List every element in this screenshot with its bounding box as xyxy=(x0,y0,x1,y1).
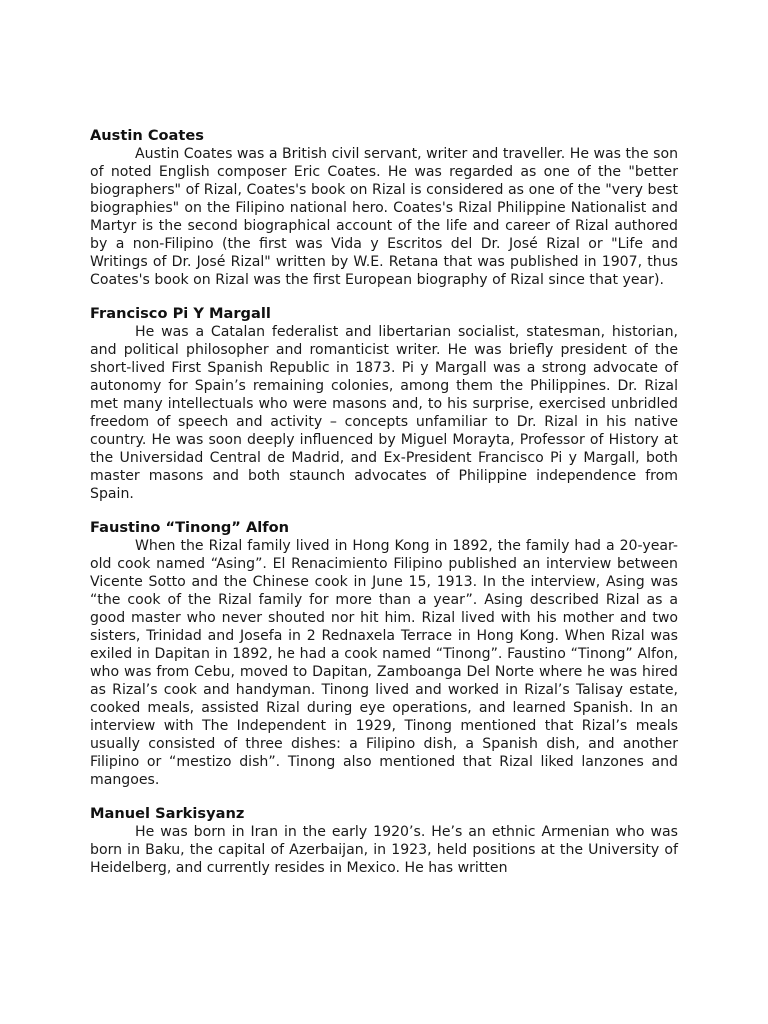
section-paragraph: Austin Coates was a British civil servant, writer and traveller. He was the son of noted English composer Eric Coates. He was regarded as one of the "better biographers" of Rizal, Coates's book on Rizal is considered as one of the "very best biographies" on the Filipino national hero. Coates's Rizal Philippine Nationalist and Martyr is the second biographical account of the life and career of Rizal authored by a non-Filipino (the first was Vida y Escritos del Dr. José Rizal or "Life and Writings of Dr. José Rizal" written by W.E. Retana that was published in 1907, thus Coates's book on Rizal was the first European biography of Rizal since that year). xyxy=(90,146,678,288)
section-austin-coates xyxy=(90,127,678,289)
section-heading: Francisco Pi Y Margall xyxy=(90,305,271,322)
section-heading: Manuel Sarkisyanz xyxy=(90,805,245,822)
section-faustino-alfon xyxy=(90,519,678,789)
section-paragraph: He was a Catalan federalist and libertarian socialist, statesman, historian, and political philosopher and romanticist writer. He was briefly president of the short-lived First Spanish Republic in 1873. Pi y Margall was a strong advocate of autonomy for Spain’s remaining colonies, among them the Philippines. Dr. Rizal met many intellectuals who were masons and, to his surprise, exercised unbridled freedom of speech and activity – concepts unfamiliar to Dr. Rizal in his native country. He was soon deeply influenced by Miguel Morayta, Professor of History at the Universidad Central de Madrid, and Ex-President Francisco Pi y Margall, both master masons and both staunch advocates of Philippine independence from Spain. xyxy=(90,324,678,502)
section-paragraph: He was born in Iran in the early 1920’s. He’s an ethnic Armenian who was born in Baku, the capital of Azerbaijan, in 1923, held positions at the University of Heidelberg, and currently resides in Mexico. He has written xyxy=(90,824,678,876)
section-paragraph: When the Rizal family lived in Hong Kong in 1892, the family had a 20-year-old cook named “Asing”. El Renacimiento Filipino published an interview between Vicente Sotto and the Chinese cook in June 15, 1913. In the interview, Asing was “the cook of the Rizal family for more than a year”. Asing described Rizal as a good master who never shouted nor hit him. Rizal lived with his mother and two sisters, Trinidad and Josefa in 2 Rednaxela Terrace in Hong Kong. When Rizal was exiled in Dapitan in 1892, he had a cook named “Tinong”. Faustino “Tinong” Alfon, who was from Cebu, moved to Dapitan, Zamboanga Del Norte where he was hired as Rizal’s cook and handyman. Tinong lived and worked in Rizal’s Talisay estate, cooked meals, assisted Rizal during eye operations, and learned Spanish. In an interview with The Independent in 1929, Tinong mentioned that Rizal’s meals usually consisted of three dishes: a Filipino dish, a Spanish dish, and another Filipino or “mestizo dish”. Tinong also mentioned that Rizal liked lanzones and mangoes. xyxy=(90,538,678,788)
section-francisco-pi-y-margall xyxy=(90,305,678,503)
section-heading: Faustino “Tinong” Alfon xyxy=(90,519,290,536)
section-manuel-sarkisyanz xyxy=(90,805,678,877)
document-page xyxy=(90,127,678,893)
section-heading: Austin Coates xyxy=(90,127,204,144)
